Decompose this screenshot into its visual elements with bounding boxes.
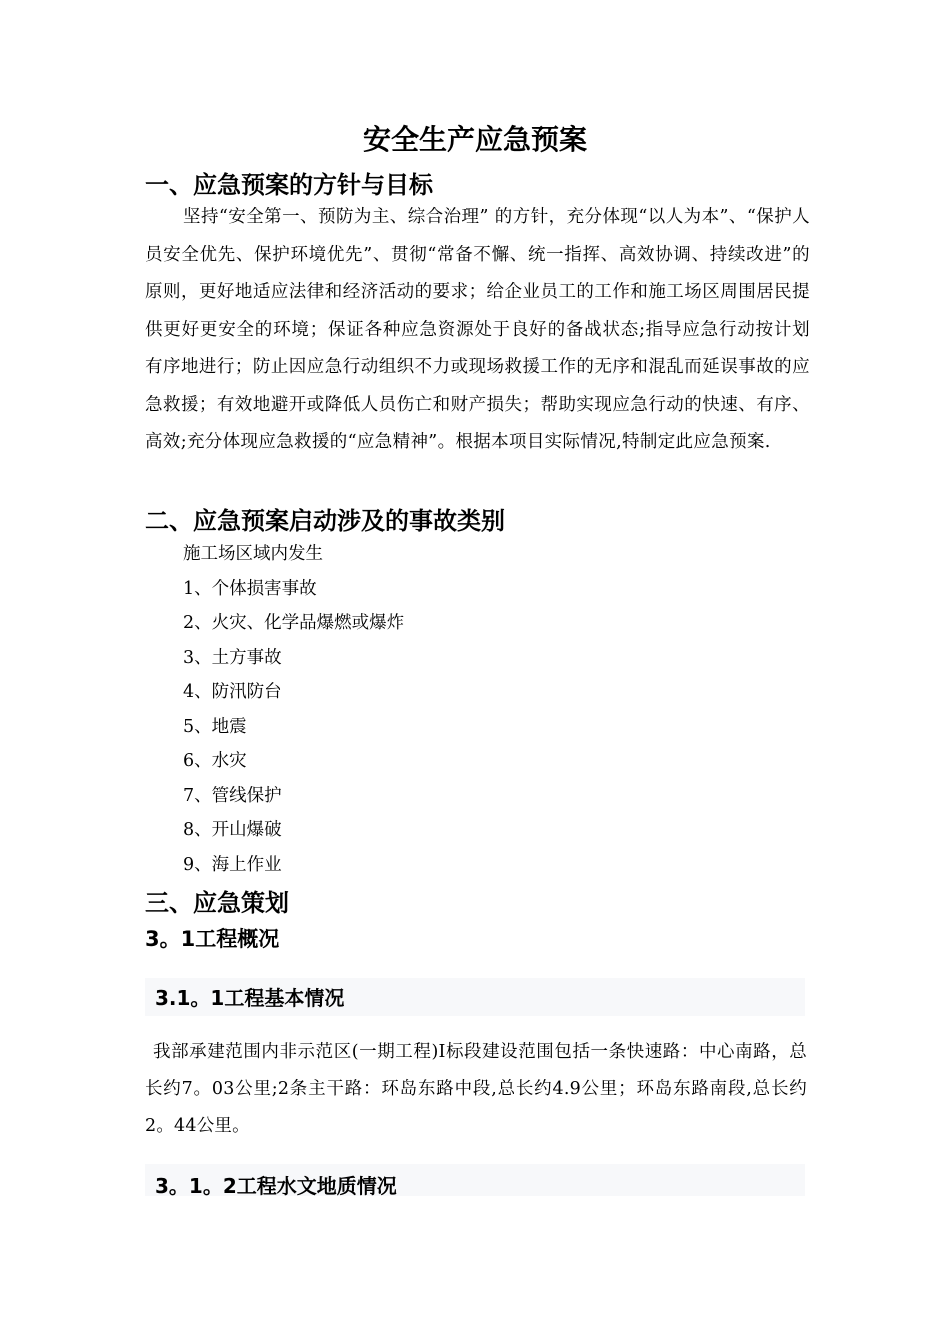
subsection-3-1-1-heading: 3.1。1工程基本情况	[155, 986, 345, 1010]
accident-list-item: 7、管线保护	[183, 786, 282, 806]
accident-list-item: 1、个体损害事故	[183, 579, 317, 599]
document-title: 安全生产应急预案	[362, 123, 587, 156]
section-1-heading: 一、应急预案的方针与目标	[145, 171, 433, 199]
accident-list-item: 6、水灾	[183, 751, 247, 771]
subsection-3-1-1-paragraph: 我部承建范围内非示范区(一期工程)I标段建设范围包括一条快速路：中心南路，总长约7。03公里;2条主干路：环岛东路中段,总长约4.9公里；环岛东路南段,总长约2。44公里。	[145, 1042, 807, 1136]
accident-list-item: 9、海上作业	[183, 855, 282, 875]
section-3-heading: 三、应急策划	[145, 889, 289, 917]
section-2-heading: 二、应急预案启动涉及的事故类别	[145, 507, 505, 535]
accident-list-intro: 施工场区域内发生	[183, 544, 323, 564]
accident-list-item: 4、防汛防台	[183, 682, 282, 702]
subsection-3-1-2-heading: 3。1。2工程水文地质情况	[155, 1174, 397, 1198]
accident-list-item: 3、土方事故	[183, 648, 282, 668]
section-1-paragraph: 坚持“安全第一、预防为主、综合治理” 的方针，充分体现“以人为本”、“保护人员安全优先、保护环境优先”、贯彻“常备不懈、统一指挥、高效协调、持续改进”的原则，更好地适应法律和经济活动的要求；给企业员工的工作和施工场区周围居民提供更好更安全的环境；保证各种应急资源处于良好的备战状态;指导应急行动按计划有序地进行；防止因应急行动组织不力或现场救援工作的无序和混乱而延误事故的应急救援；有效地避开或降低人员伤亡和财产损失；帮助实现应急行动的快速、有序、高效;充分体现应急救援的“应急精神”。根据本项目实际情况,特制定此应急预案.	[145, 207, 810, 452]
accident-list-item: 5、地震	[183, 717, 247, 737]
accident-list-item: 2、火灾、化学品爆燃或爆炸	[183, 613, 405, 633]
accident-list-item: 8、开山爆破	[183, 820, 282, 840]
subsection-3-1-heading: 3。1工程概况	[145, 927, 280, 951]
